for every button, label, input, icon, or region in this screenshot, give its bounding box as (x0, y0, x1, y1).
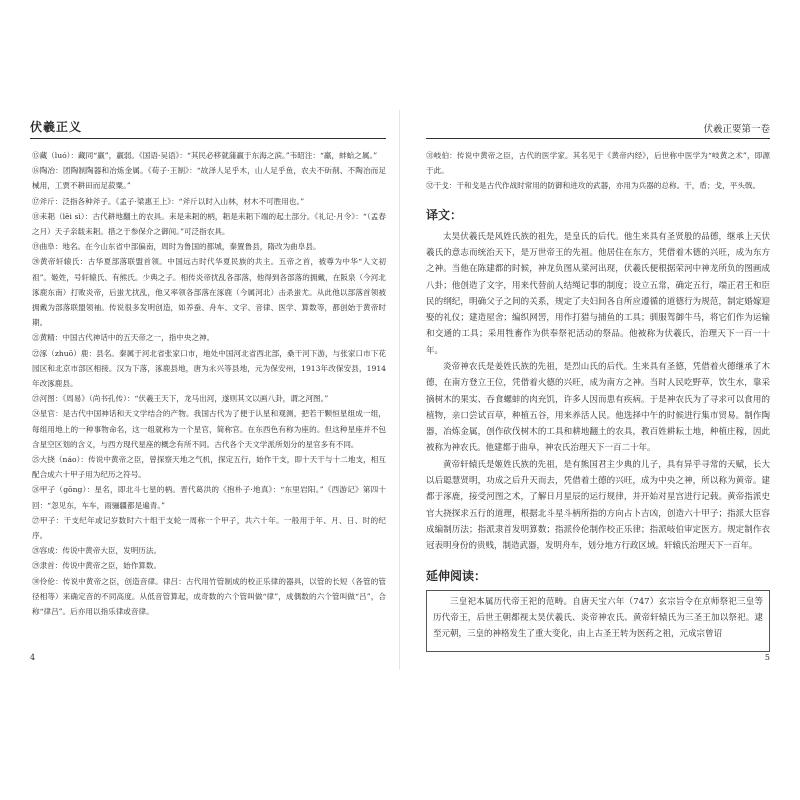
note-item: ㉑黄精：中国古代神话中的五天帝之一，指中央之神。 (32, 333, 215, 343)
extension-paragraph: 三皇祀本属历代帝王祀的范畴。自唐天宝六年（747）玄宗旨令在京师祭祀三皇等历代帝王，后世王朝都视太昊伏羲氏、炎帝神农氏、黄帝轩辕氏为三圣王加以祭祀。逮至元朝，三皇的神格发生了重大变化，由上古圣王转为医药之祖，元成宗曾诏 (433, 596, 763, 640)
note-item: ㉚伶伦：传说中黄帝之臣，创造音律。律吕：古代用竹管制成的校正乐律的器具，以管的长短（各管的管径相等）来确定音的不同高度。从低音管算起，成奇数的六个管叫做“律”，成偶数的六个管叫做“吕”，合称“律吕”。后亦用以指乐律或音律。 (32, 576, 386, 617)
right-page (400, 0, 800, 800)
right-running-header (426, 118, 770, 139)
left-notes-list (32, 148, 386, 619)
left-running-header (30, 118, 386, 139)
left-page-number: 4 (30, 653, 36, 662)
translation-paragraph: 黄帝轩辕氏是姬姓氏族的先祖，是有熊国君主少典的儿子，具有异乎寻常的天赋，长大以后聪慧贤明，功成之后升天而去，凭借着土德的兴旺，成为中央之神，所以称为黄帝。建都于涿鹿，接受河图之术，了解日月星辰的运行规律，并开始对星宫进行记载。黄帝指派史官大挠探求五行的道理，根据北斗星斗柄所指的方向占卜吉凶，创造六十甲子；指派大臣容成编制历法；指派隶首发明算数；指派伶伦制作校正乐律；指派岐伯审定医方。规定制作衣冠表明身份的贵贱，制造武器，发明舟车，划分地方行政区域。轩辕氏治理天下一百年。 (426, 459, 770, 552)
translation-paragraph: 太昊伏羲氏是风姓氏族的祖先，是皇氏的后代。他生来具有圣贤般的品德，继承上天伏羲氏的意志而统治天下，是万世帝王的先祖。他居住在东方，凭借着木德的兴旺，成为东方之神。当他在陈建都的时候，神龙负图从菜河出现，伏羲氏便根据荣河中神龙所负的图画成八卦；他创造了文字，用来代替前人结绳记事的制度；设立五常，确定五行，端正君王和臣民的纲纪，明确父子之间的关系，规定了夫妇间各自所应遵循的道德行为规范，制定婚嫁迎娶的礼仪；建造屋舍；编织网罟，用作打猎与捕鱼的工具；驯服驾御牛马，将它们作为运输和交通的工具；采用牲畜作为供奉祭祀活动的祭品。他被称为伏羲氏，治理天下一百一十年。 (426, 231, 770, 356)
right-notes-list (426, 148, 770, 194)
left-header-title: 伏羲正义 (30, 120, 83, 134)
translation-heading: 译文： (426, 207, 463, 222)
translation-body (426, 229, 770, 555)
note-item: ㉛岐伯：传说中黄帝之臣，古代的医学家。其名见于《黄帝内经》，后世称中医学为“岐黄之术”，即源于此。 (426, 151, 770, 176)
note-item: ㉔星官：是古代中国神话和天文学结合的产物。我国古代为了便于认星和观测，把若干颗恒星组成一组，每组用地上的一种事物命名，这一组就称为一个星官，简称官。在东西色有称为座的。但这种星座并不包含星空区划的含义，与西方现代星座的概念有所不同。古代各个天文学派所划分的星官多有不同。 (32, 409, 386, 449)
note-item: ㉙隶首：传说中黄帝之臣，始作算数。 (32, 561, 162, 571)
note-item: ㉘容成：传说中黄帝大臣，发明历法。 (32, 546, 162, 556)
note-item: ㉜干戈：干和戈是古代作战时常用的防御和进攻的武器，亦用为兵器的总称。干，盾；戈，平头戟。 (426, 181, 761, 191)
note-item: ㉖甲子（gōng）：星名，即北斗七星的柄。晋代葛洪的《抱朴子·地真》：“东里岩阳。”《西游记》第四十回：“忽见东，车车，雨骊疆都是遍青。” (32, 485, 386, 510)
extension-reading-box (426, 590, 770, 652)
translation-paragraph: 炎帝神农氏是姜姓氏族的先祖，是烈山氏的后代。生来具有圣德，凭借着火德继承了木德，在南方登立王位，凭借着火德的兴旺，成为南方之神。当时人民吃野草，饮生水，靠采摘树木的果实、吞食螺蚌的肉充饥，许多人因而患有疾病。于是神农氏为了寻求可以食用的植物，亲口尝试百草，种植五谷，用来养活人民。他选择中午的时候进行集市贸易。制作陶器，冶炼金属，创作砍伐树木的工具和耕地翻土的农具，教百姓耕耘土地，种植庄稼，因此被称为神农氏。他建都于曲阜，神农氏治理天下一百二十年。 (426, 361, 770, 454)
note-item: ㉒涿（zhuō）鹿：县名。秦属于河北省张家口市，地处中国河北省西北部，桑干河下游，与张家口市下花园区和北京市部区相接。汉为下落，涿鹿县地，唐为永兴等县地，元为保安州，1913年改保安县，1914年改涿鹿县。 (32, 348, 386, 389)
right-header-title: 伏羲正要第一卷 (703, 124, 770, 135)
note-item: ⑲曲阜：地名。在今山东省中部偏南，周时为鲁国的都城，秦置鲁县，隋改为曲阜县。 (32, 242, 321, 252)
note-item: ㉓河图：《周易》（尚书孔传）：“伏羲王天下，龙马出河，遂则其文以画八卦，谓之河图。” (32, 394, 329, 404)
right-page-number: 5 (764, 653, 770, 662)
note-item: ⑳黄帝轩辕氏：古华夏部落联盟首领。中国远古时代华夏民族的共主。五帝之首，被尊为中华“人文初祖”。姬姓，号轩辕氏、有熊氏。少典之子。相传炎帝扰乱各部落，他得到各部落的拥戴，在阪泉（今河北涿鹿东南）打败炎帝，后蚩尤扰乱，他又率领各部落在涿鹿（今属河北）击杀蚩尤。从此他以部落首领被拥戴为部落联盟领袖。传说很多发明创造，如养蚕、舟车、文字、音律、医学、算数等，都创始于黄帝时期。 (32, 257, 386, 328)
note-item: ⑮藏（luó）：藏同“羸”，羸弱。《国语·吴语》：“其民必移就蒲羸于东海之滨。”韦昭注：“羸，蚌蛤之属。” (32, 151, 378, 160)
note-item: ⑯陶冶：团陶制陶器和冶炼金属。《荀子·王制》：“故泽人足乎木，山人足乎鱼，农夫不斫削、不陶冶而足械用，工贾不耕田而足菽粟。” (32, 166, 386, 191)
note-item: ⑱耒耜（lěi sì）：古代耕地翻土的农具。耒是耒耜的柄，耜是耒耜下端的起土部分。《礼记·月令》：“（孟春之月）天子亲载耒耜。措之于参保介之御间。”可泛指农具。 (32, 211, 386, 237)
note-item: ⑰斧斤：泛指各种斧子。《孟子·梁惠王上》：“斧斤以时入山林，材木不可胜用也。” (32, 196, 305, 206)
note-item: ㉕大挠（náo）：传说中黄帝之臣，曾探察天地之气机，探定五行，始作干支，即十天干与十二地支，相互配合成六十甲子用为纪历之符号。 (32, 455, 386, 480)
extension-heading: 延伸阅读： (426, 568, 487, 583)
note-item: ㉗甲子：干支纪年或记岁数时六十组干支轮一周称一个甲子，共六十年。一般用于年、月、日、时的纪序。 (32, 515, 386, 541)
